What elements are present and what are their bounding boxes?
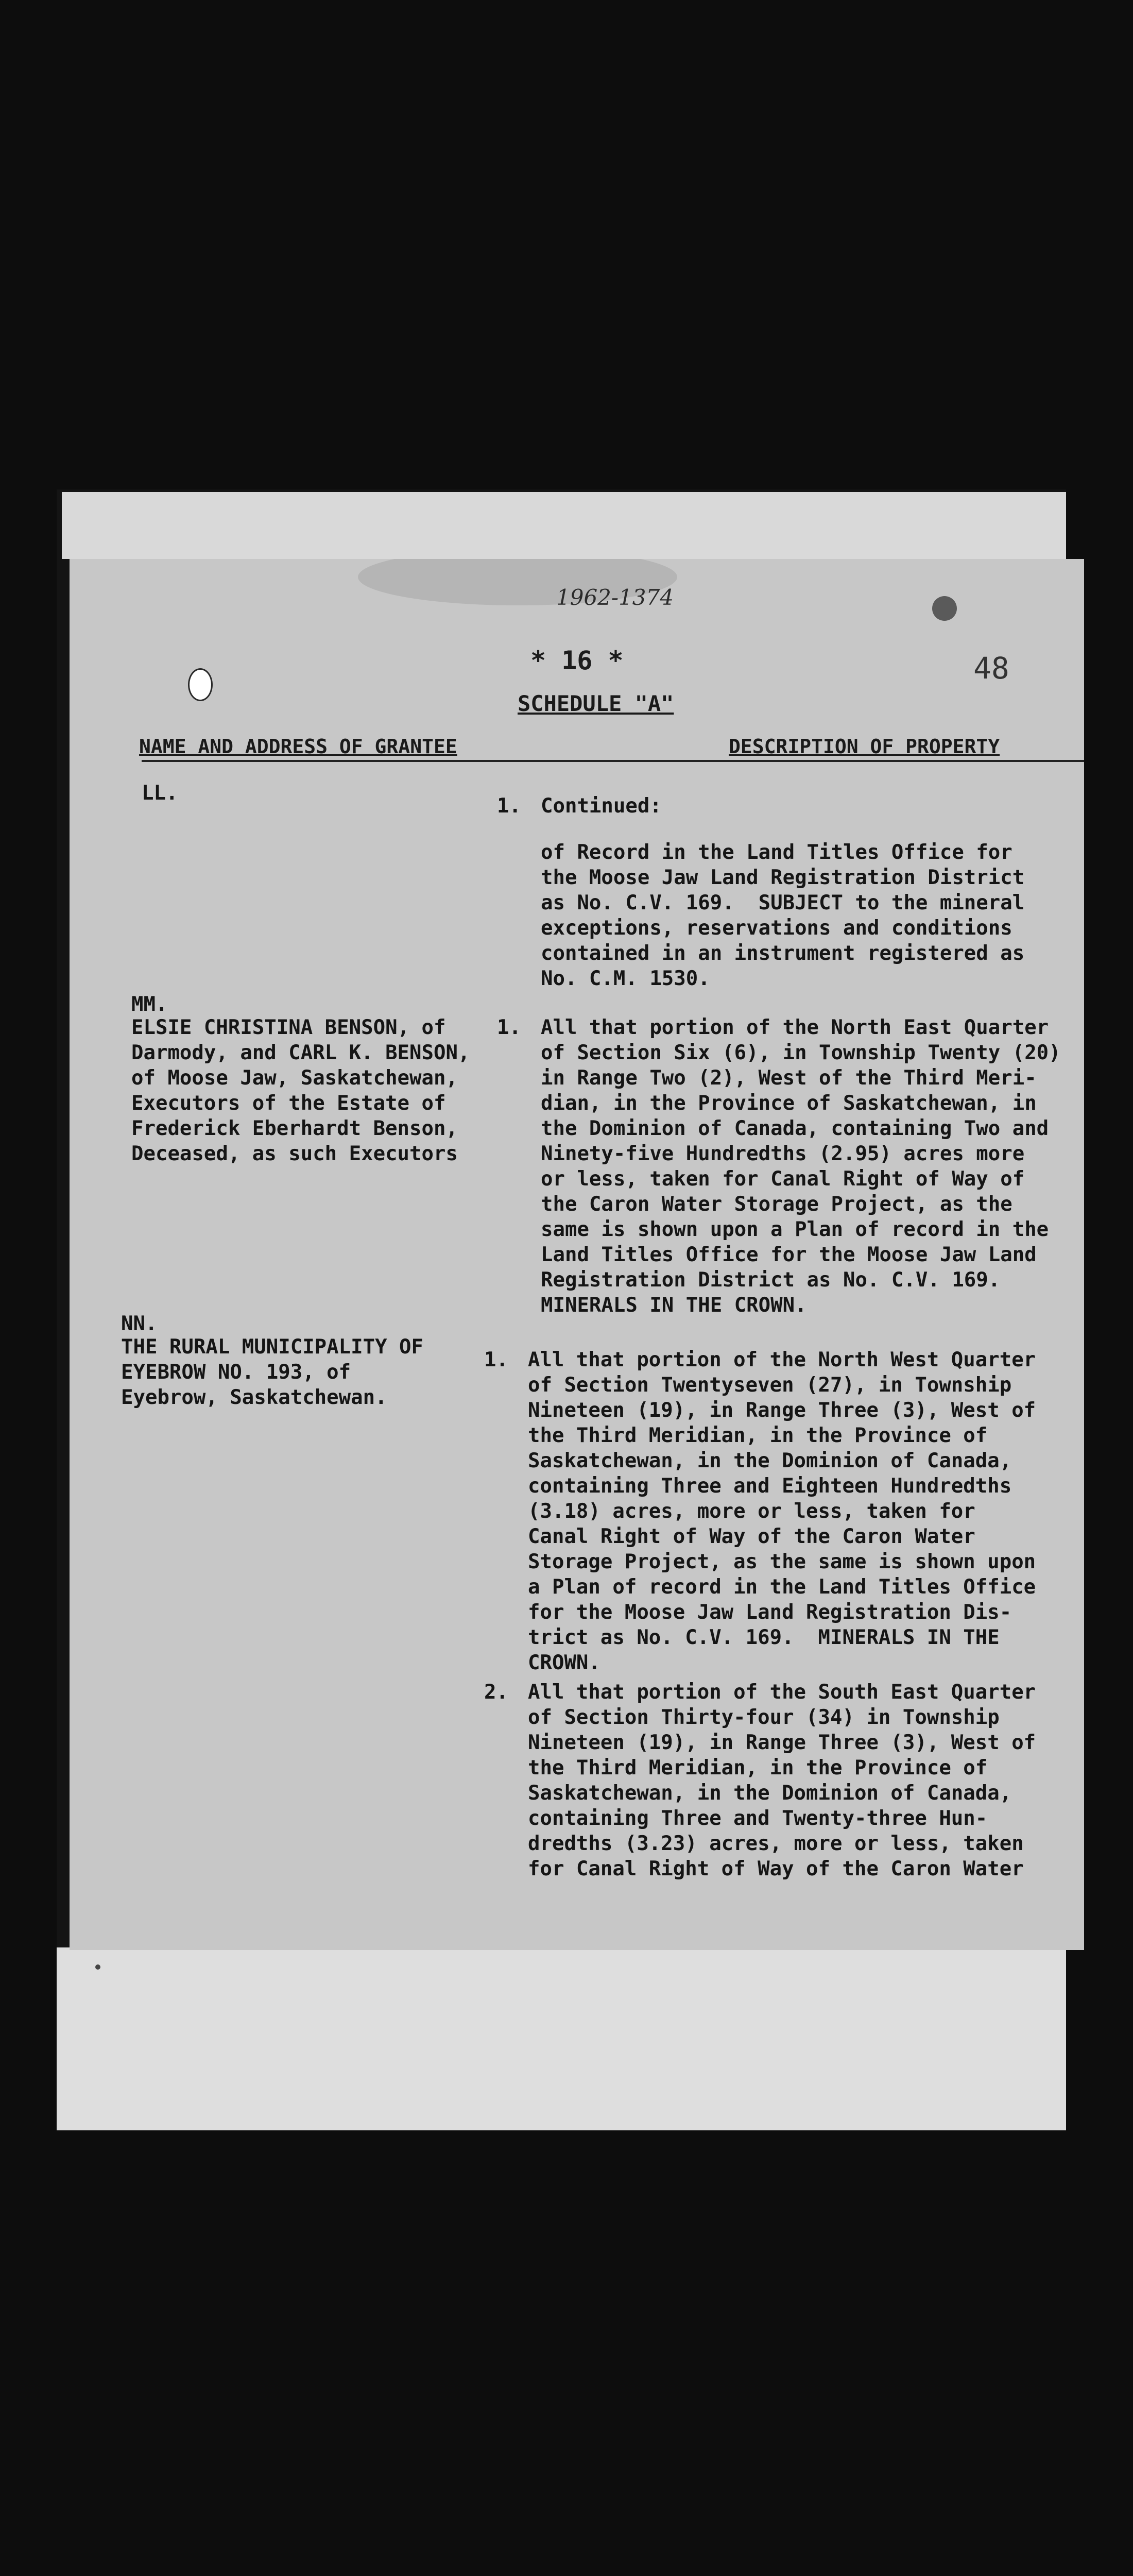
text-line: for Canal Right of Way of the Caron Water — [528, 1857, 1024, 1880]
text-line: All that portion of the North West Quarter — [528, 1348, 1036, 1371]
text-line: Nineteen (19), in Range Three (3), West of — [528, 1399, 1036, 1422]
text-line: in Range Two (2), West of the Third Meri- — [541, 1066, 1037, 1090]
document-page — [70, 559, 1084, 1950]
text-line: Saskatchewan, in the Dominion of Canada, — [528, 1782, 1012, 1805]
text-line: of Record in the Land Titles Office for — [541, 841, 1012, 864]
text-line: a Plan of record in the Land Titles Office — [528, 1575, 1036, 1599]
text-line: Frederick Eberhardt Benson, — [131, 1117, 458, 1140]
text-line: exceptions, reservations and conditions — [541, 917, 1012, 940]
text-line: No. C.M. 1530. — [541, 967, 710, 990]
handwritten-number: 1962-1374 — [556, 585, 674, 610]
text-line: the Third Meridian, in the Province of — [528, 1756, 988, 1780]
text-line: Canal Right of Way of the Caron Water — [528, 1525, 975, 1548]
mm-description — [541, 1015, 1061, 1318]
text-line: of Section Thirty-four (34) in Township — [528, 1706, 1000, 1729]
text-line: MINERALS IN THE CROWN. — [541, 1294, 807, 1317]
text-line: Storage Project, as the same is shown upon — [528, 1550, 1036, 1573]
punch-hole — [188, 668, 213, 701]
text-line: All that portion of the South East Quarter — [528, 1681, 1036, 1704]
ll-item-text: Continued: — [541, 794, 662, 818]
mm-grantee — [131, 1015, 470, 1166]
text-line: EYEBROW NO. 193, of — [121, 1361, 351, 1384]
entry-label-ll: LL. — [142, 782, 178, 805]
ink-dot — [932, 596, 957, 621]
text-line: Registration District as No. C.V. 169. — [541, 1268, 1001, 1292]
text-line: Nineteen (19), in Range Three (3), West of — [528, 1731, 1036, 1754]
text-line: contained in an instrument registered as — [541, 942, 1025, 965]
text-line: dredths (3.23) acres, more or less, taken — [528, 1832, 1024, 1855]
column-header-property: DESCRIPTION OF PROPERTY — [729, 735, 1000, 758]
text-line: containing Three and Twenty-three Hun- — [528, 1807, 988, 1830]
text-line: containing Three and Eighteen Hundredths — [528, 1475, 1012, 1498]
text-line: the Caron Water Storage Project, as the — [541, 1193, 1012, 1216]
corner-page-number: 48 — [973, 651, 1009, 686]
text-line: the Third Meridian, in the Province of — [528, 1424, 988, 1447]
film-speck — [95, 1964, 100, 1970]
text-line: of Section Six (6), in Township Twenty (20) — [541, 1041, 1061, 1064]
text-line: Eyebrow, Saskatchewan. — [121, 1386, 387, 1409]
header-rule — [142, 760, 1084, 762]
text-line: All that portion of the North East Quarter — [541, 1016, 1049, 1039]
mm-item-number: 1. — [497, 1016, 521, 1039]
text-line: Executors of the Estate of — [131, 1092, 446, 1115]
nn-grantee — [121, 1334, 423, 1410]
nn-item2-description — [528, 1680, 1036, 1882]
ll-item-number: 1. — [497, 794, 521, 818]
text-line: of Section Twentyseven (27), in Township — [528, 1374, 1012, 1397]
text-line: as No. C.V. 169. SUBJECT to the mineral — [541, 891, 1025, 914]
text-line: same is shown upon a Plan of record in the — [541, 1218, 1049, 1241]
text-line: for the Moose Jaw Land Registration Dis- — [528, 1601, 1012, 1624]
text-line: or less, taken for Canal Right of Way of — [541, 1167, 1025, 1191]
text-line: (3.18) acres, more or less, taken for — [528, 1500, 975, 1523]
nn-item1-description — [528, 1347, 1036, 1675]
film-top-strip — [62, 492, 1066, 559]
text-line: Deceased, as such Executors — [131, 1142, 458, 1165]
entry-label-nn: NN. — [121, 1312, 158, 1335]
page-number: * 16 * — [530, 646, 624, 675]
column-header-grantee: NAME AND ADDRESS OF GRANTEE — [139, 735, 457, 758]
text-line: Saskatchewan, in the Dominion of Canada, — [528, 1449, 1012, 1472]
text-line: of Moose Jaw, Saskatchewan, — [131, 1066, 458, 1090]
text-line: Darmody, and CARL K. BENSON, — [131, 1041, 470, 1064]
text-line: the Dominion of Canada, containing Two and — [541, 1117, 1049, 1140]
nn-item2-number: 2. — [484, 1681, 508, 1704]
text-line: dian, in the Province of Saskatchewan, in — [541, 1092, 1037, 1115]
nn-item1-number: 1. — [484, 1348, 508, 1371]
text-line: Ninety-five Hundredths (2.95) acres more — [541, 1142, 1025, 1165]
text-line: CROWN. — [528, 1651, 600, 1674]
text-line: trict as No. C.V. 169. MINERALS IN THE — [528, 1626, 1000, 1649]
schedule-title: SCHEDULE "A" — [518, 691, 674, 716]
text-line: ELSIE CHRISTINA BENSON, of — [131, 1016, 446, 1039]
ll-continuation — [541, 840, 1024, 991]
film-bottom-strip — [57, 1947, 1066, 2130]
text-line: THE RURAL MUNICIPALITY OF — [121, 1335, 423, 1359]
entry-label-mm: MM. — [131, 993, 168, 1016]
text-line: the Moose Jaw Land Registration District — [541, 866, 1025, 889]
text-line: Land Titles Office for the Moose Jaw Land — [541, 1243, 1037, 1266]
